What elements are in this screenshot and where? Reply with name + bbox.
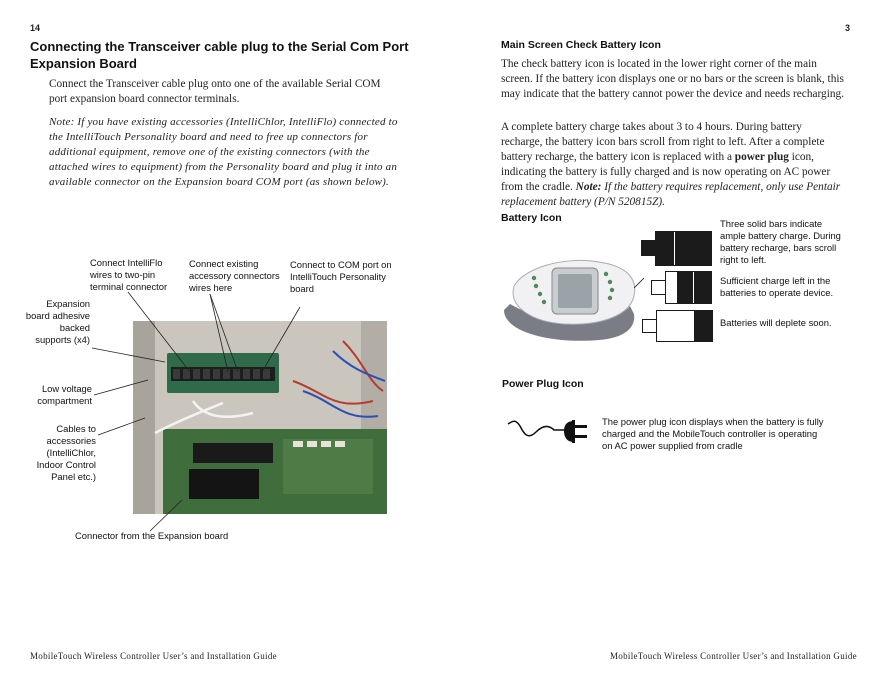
- callout-leader-lines: [0, 0, 440, 560]
- battery-level-1-text: Batteries will deplete soon.: [720, 317, 832, 328]
- callout-low-voltage: Low voltage compartment: [37, 383, 92, 406]
- battery-level-3-text: Three solid bars indicate ample battery charge. During battery recharge, bars scroll right to left.: [720, 218, 841, 265]
- intro-paragraph: Connect the Transceiver cable plug onto one of the available Serial COM port expansion board connector terminals.: [49, 78, 381, 105]
- footer-left: MobileTouch Wireless Controller User’s and Installation Guide: [30, 651, 277, 661]
- right-heading: Main Screen Check Battery Icon: [501, 39, 661, 51]
- battery-icon-2-bars: [651, 271, 712, 304]
- battery-icon-heading: Battery Icon: [501, 212, 562, 224]
- power-plug-icon: [506, 418, 592, 448]
- callout-intelliflo: Connect IntelliFlo wires to two-pin terminal connector: [90, 257, 168, 292]
- para2-note-label: Note:: [575, 181, 602, 193]
- section-heading: Connecting the Transceiver cable plug to the Serial Com Port Expansion Board: [30, 39, 409, 71]
- para2-start: A complete battery charge takes about 3 to 4 hours. During battery recharge, the battery icon bars scroll from right to left. After a complete battery recharge, the battery icon is replaced with a: [501, 121, 825, 163]
- battery-paragraph-1: The check battery icon is located in the lower right corner of the main screen. If the battery icon displays one or no bars or the screen is blank, this may indicate that the battery cannot power the device and needs recharging.: [501, 58, 844, 100]
- footer-right: MobileTouch Wireless Controller User’s and Installation Guide: [610, 651, 857, 661]
- power-plug-heading: Power Plug Icon: [502, 378, 584, 390]
- para2-bold: power plug: [734, 151, 789, 163]
- mobiletouch-device-image: [494, 248, 644, 346]
- callout-existing-connectors: Connect existing accessory connectors wires here: [189, 258, 280, 293]
- callout-connector: Connector from the Expansion board: [75, 530, 229, 541]
- note-text: If you have existing accessories (IntelliChlor, IntelliFlo) connected to the IntelliTouch Personality board and need to free up connectors for additional equipment, remove one of the existing connectors (with the attached wires to equipment) from the Personality board and plug it into an available connector on the Expansion board COM port (as shown below).: [49, 116, 398, 188]
- power-plug-text: The power plug icon displays when the battery is fully charged and the MobileTouch controller is operating on AC power supplied from cradle: [602, 416, 824, 451]
- battery-icon-1-bar: [642, 310, 713, 342]
- callout-com-port: Connect to COM port on IntelliTouch Personality board: [290, 259, 392, 294]
- para2-mid: icon, indicating the battery is fully charged and is now operating on AC power from the cradle.: [501, 151, 831, 193]
- battery-paragraph-2: [501, 120, 846, 210]
- page-number-right: 3: [845, 23, 851, 33]
- para2-note: If the battery requires replacement, only use Pentair replacement battery (P/N 520815Z).: [501, 181, 841, 208]
- page-number-left: 14: [30, 23, 41, 33]
- battery-level-2-text: Sufficient charge left in the batteries to operate device.: [720, 275, 834, 298]
- note-label: Note:: [49, 116, 75, 128]
- callout-supports: Expansion board adhesive backed supports (x4): [25, 298, 90, 345]
- battery-icon-3-bars: [641, 231, 712, 266]
- callout-cables: Cables to accessories (IntelliChlor, Indoor Control Panel etc.): [36, 423, 96, 482]
